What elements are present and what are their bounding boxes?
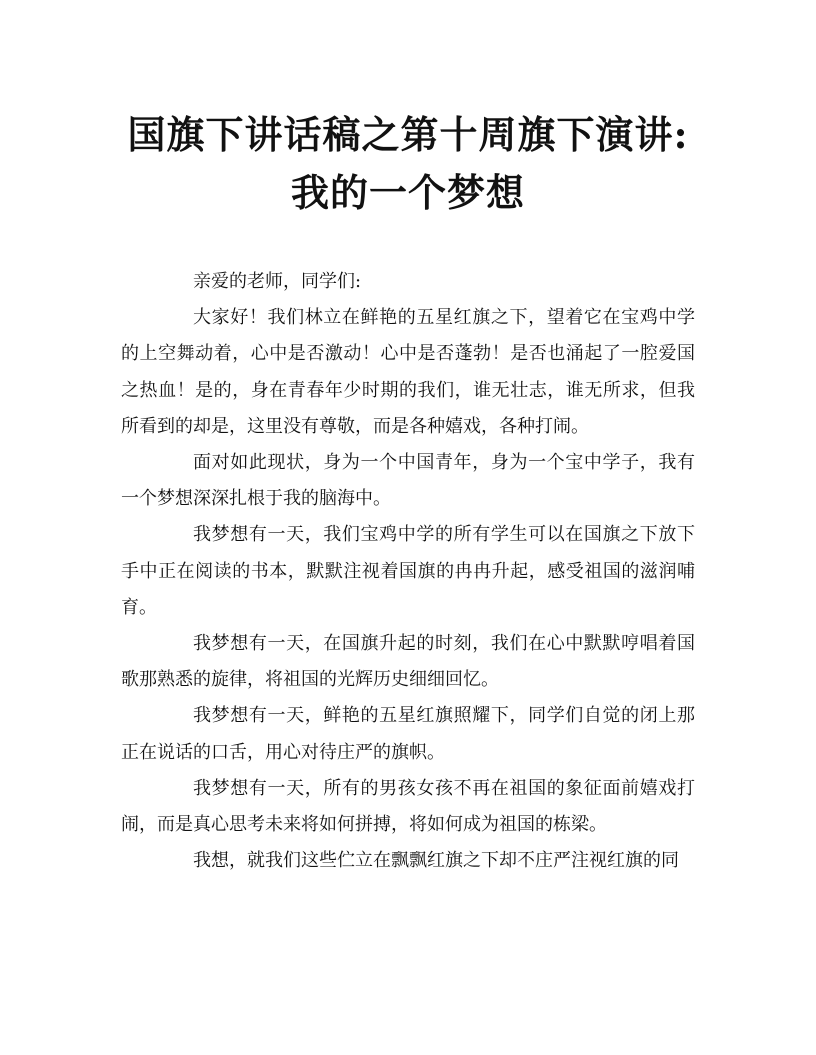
paragraph-4: 我梦想有一天，在国旗升起的时刻，我们在心中默默哼唱着国歌那熟悉的旋律，将祖国的光辉历史细细回忆。 xyxy=(121,633,695,691)
paragraph-2: 面对如此现状，身为一个中国青年，身为一个宝中学子，我有一个梦想深深扎根于我的脑海中。 xyxy=(121,452,695,510)
document-title: 国旗下讲话稿之第十周旗下演讲: 我的一个梦想 xyxy=(127,112,689,215)
paragraph-3: 我梦想有一天，我们宝鸡中学的所有学生可以在国旗之下放下手中正在阅读的书本，默默注视着国旗的冉冉升起，感受祖国的滋润哺育。 xyxy=(121,524,695,618)
paragraph-7: 我想，就我们这些伫立在飘飘红旗之下却不庄严注视红旗的同 xyxy=(193,850,679,872)
paragraph-5: 我梦想有一天，鲜艳的五星红旗照耀下，同学们自觉的闭上那正在说话的口舌，用心对待庄严的旗帜。 xyxy=(121,705,695,763)
document-body xyxy=(121,264,695,879)
paragraph-1: 大家好！我们林立在鲜艳的五星红旗之下，望着它在宝鸡中学的上空舞动着，心中是否激动！心中是否蓬勃！是否也涌起了一腔爱国之热血！是的，身在青春年少时期的我们，谁无壮志，谁无所求，但我所看到的却是，这里没有尊敬，而是各种嬉戏，各种打闹。 xyxy=(121,307,695,437)
paragraph-6: 我梦想有一天，所有的男孩女孩不再在祖国的象征面前嬉戏打闹，而是真心思考未来将如何拼搏，将如何成为祖国的栋梁。 xyxy=(121,777,695,836)
greeting-line: 亲爱的老师，同学们: xyxy=(193,271,362,292)
